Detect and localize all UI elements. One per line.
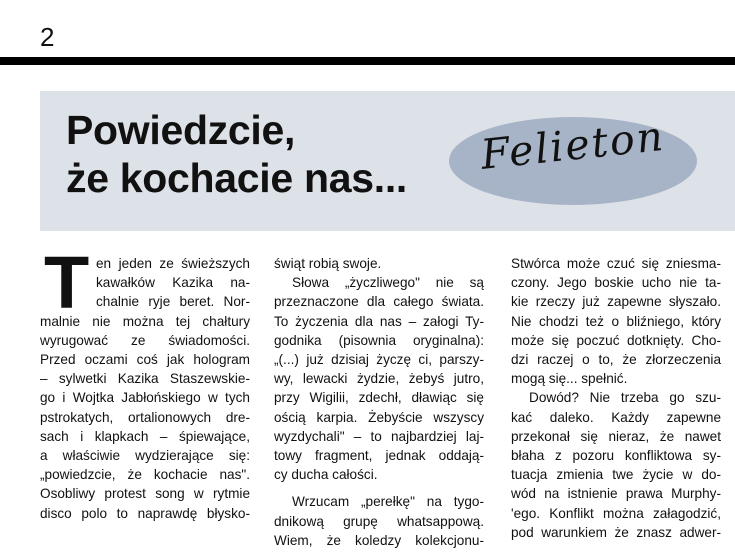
text-line: kawałków Kazika na-: [96, 275, 250, 291]
headline-line-2: że kochacie nas...: [66, 155, 407, 201]
text-line: przy Wigilii, zdechł, dławiąc się: [274, 390, 484, 406]
text-line: może się poczuć dotknięty. Cho-: [511, 332, 721, 348]
text-line: Przed oczami coś jak hologram: [40, 352, 250, 368]
text-line: „powiedzcie, że kochacie nas".: [40, 467, 250, 483]
text-line: przekonał się nieraz, że nawet: [511, 428, 721, 444]
text-line: tuacja zmienia twe życie w do-: [511, 467, 721, 483]
text-line: – sylwetki Kazika Staszewskie-: [40, 371, 250, 387]
paragraph: [274, 273, 484, 484]
article-column-2: [274, 254, 484, 550]
paragraph: [511, 254, 721, 388]
text-line: dzi raczej o to, że złorzeczenia: [511, 352, 721, 368]
text-line: chalnie ryje beret. Nor-: [96, 294, 250, 310]
text-line: en jeden ze świeższych: [96, 256, 250, 271]
text-line: 'ego. Konflikt można załagodzić,: [511, 505, 721, 521]
text-line: świąt robią swoje.: [274, 256, 382, 271]
text-line: malnie nie można tej chałtury: [40, 313, 250, 329]
headline-line-1: Powiedzcie,: [66, 107, 296, 153]
text-line: czony. Jego boskie ucho nie ta-: [511, 275, 721, 291]
section-tag: Felieton: [478, 111, 668, 179]
text-line: „(...) już dzisiaj życzę ci, parszy-: [274, 352, 484, 368]
text-line: Wrzucam „perełkę" na tygo-: [292, 494, 484, 510]
text-line: To życzenia dla nas – załogi Ty-: [274, 313, 484, 329]
text-line: kie rzeczy już zapewne słyszało.: [511, 294, 721, 310]
text-line: błaha z pozoru konfliktowa sy-: [511, 448, 721, 464]
text-line: Dowód? Nie trzeba go szu-: [529, 390, 721, 406]
text-line: Stwórca może czuć się zniesma-: [511, 256, 721, 271]
text-line: wy, lewacki żydzie, żebyś jutro,: [274, 371, 484, 387]
paragraph: [274, 492, 484, 550]
text-line: disco polo to naprawdę błysko-: [40, 505, 250, 521]
headline: [66, 106, 407, 202]
text-line: go i Wojtka Jabłońskiego w tych: [40, 390, 250, 406]
text-line: godnika (pisownia oryginalna):: [274, 332, 484, 348]
text-line: a właściwie wydzierające się:: [40, 448, 250, 464]
text-line: kać daleko. Każdy zapewne: [511, 409, 721, 425]
article-column-3: [511, 254, 721, 542]
paragraph: [274, 254, 484, 273]
text-line: wyzdychali" – to najbardziej laj-: [274, 428, 484, 444]
text-line: Wiem, że koledzy kolekcjonu-: [274, 532, 484, 548]
text-line: dnikową grupę whatsappową.: [274, 513, 484, 529]
dropcap: T: [44, 241, 90, 324]
article-column-1: [40, 241, 250, 523]
text-line: pod warunkiem że znasz adwer-: [511, 524, 721, 540]
top-rule: [0, 57, 735, 65]
text-line: mogą się... spełnić.: [511, 371, 628, 387]
text-line: pstrokatych, ortalionowych dre-: [40, 409, 250, 425]
text-line: wyrugować ze świadomości.: [40, 332, 250, 348]
text-line: przeznaczone dla całego świata.: [274, 294, 484, 310]
text-line: sach i klapkach – śpiewające,: [40, 428, 250, 444]
text-line: Osobliwy protest song w rytmie: [40, 486, 250, 502]
text-line: wód na istnienie prawa Murphy-: [511, 486, 721, 502]
text-line: ością karpia. Żebyście wszyscy: [274, 409, 484, 425]
paragraph: [511, 388, 721, 542]
text-line: Słowa „życzliwego" nie są: [292, 275, 484, 291]
text-line: towy fragment, jednak oddają-: [274, 448, 484, 464]
page-number: 2: [40, 22, 55, 52]
text-line: cy ducha całości.: [274, 467, 378, 483]
dropcap-paragraph: [40, 241, 250, 523]
text-line: Nie chodzi też o bliźniego, który: [511, 313, 721, 329]
